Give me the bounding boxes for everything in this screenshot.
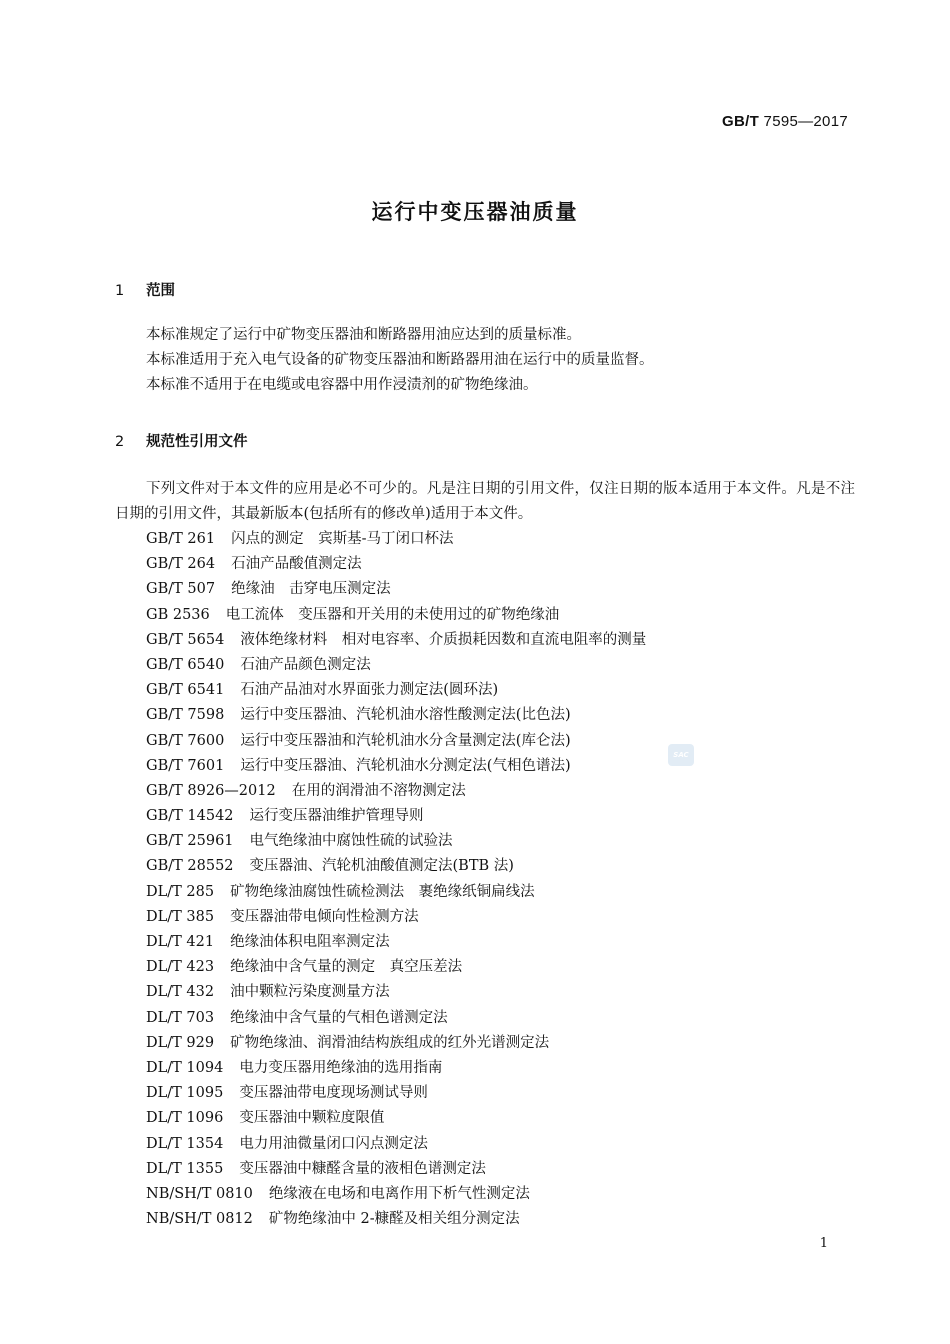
page-number: 1	[819, 1236, 828, 1251]
reference-title: 变压器油中糠醛含量的液相色谱测定法	[239, 1160, 486, 1177]
reference-code: DL/T 285	[146, 883, 215, 900]
reference-title: 在用的润滑油不溶物测定法	[291, 782, 466, 799]
reference-title: 电气绝缘油中腐蚀性硫的试验法	[249, 833, 453, 850]
reference-title: 绝缘油 击穿电压测定法	[231, 581, 391, 598]
reference-title: 绝缘液在电场和电离作用下析气性测定法	[268, 1185, 530, 1202]
scope-paragraph-2: 本标准适用于充入电气设备的矿物变压器油和断路器用油在运行中的质量监督。	[146, 352, 654, 368]
reference-title: 石油产品颜色测定法	[240, 656, 371, 673]
reference-code: GB/T 7600	[146, 732, 225, 749]
reference-item	[146, 678, 646, 703]
reference-title: 液体绝缘材料 相对电容率、介质损耗因数和直流电阻率的测量	[240, 631, 647, 648]
standard-number	[722, 113, 848, 130]
reference-code: GB/T 6540	[146, 656, 225, 673]
reference-title: 石油产品酸值测定法	[231, 556, 362, 573]
reference-code: DL/T 432	[146, 984, 215, 1001]
reference-code: GB/T 507	[146, 581, 216, 598]
reference-title: 绝缘油体积电阻率测定法	[230, 934, 390, 950]
reference-title: 矿物绝缘油腐蚀性硫检测法 裹绝缘纸铜扁线法	[230, 883, 535, 900]
reference-code: GB/T 6541	[146, 682, 225, 699]
standard-year: 7595—2017	[763, 113, 848, 130]
section-title: 范围	[146, 283, 176, 299]
reference-item	[146, 880, 646, 905]
reference-title: 变压器油中颗粒度限值	[239, 1110, 385, 1127]
reference-title: 闪点的测定 宾斯基-马丁闭口杯法	[231, 531, 454, 547]
reference-title: 运行中变压器油、汽轮机油水分测定法(气相色谱法)	[240, 757, 571, 774]
reference-item	[146, 955, 646, 980]
section-title: 规范性引用文件	[146, 434, 248, 450]
reference-title: 石油产品油对水界面张力测定法(圆环法)	[240, 682, 499, 699]
reference-title: 油中颗粒污染度测量方法	[230, 984, 390, 1001]
reference-code: GB/T 28552	[146, 858, 234, 875]
reference-item	[146, 1132, 646, 1157]
reference-item	[146, 754, 646, 779]
reference-title: 电力用油微量闭口闪点测定法	[239, 1135, 428, 1152]
reference-item	[146, 577, 646, 602]
reference-item	[146, 829, 646, 854]
reference-code: DL/T 421	[146, 934, 215, 950]
reference-code: GB/T 14542	[146, 808, 234, 825]
reference-item	[146, 1182, 646, 1207]
reference-code: DL/T 1354	[146, 1135, 224, 1152]
reference-code: NB/SH/T 0812	[146, 1211, 253, 1228]
reference-code: GB/T 7601	[146, 757, 225, 774]
reference-item	[146, 1207, 646, 1232]
reference-item	[146, 1157, 646, 1182]
reference-code: GB/T 261	[146, 531, 216, 547]
reference-item	[146, 1056, 646, 1081]
reference-code: DL/T 1096	[146, 1110, 224, 1127]
reference-code: DL/T 423	[146, 959, 215, 976]
scope-paragraph-1: 本标准规定了运行中矿物变压器油和断路器用油应达到的质量标准。	[146, 327, 581, 343]
section-heading-references	[115, 430, 248, 451]
references-intro: 下列文件对于本文件的应用是必不可少的。凡是注日期的引用文件，仅注日期的版本适用于本文件。凡是不注日期的引用文件，其最新版本(包括所有的修改单)适用于本文件。	[115, 481, 855, 522]
document-title: 运行中变压器油质量	[371, 200, 579, 224]
standard-prefix: GB/T	[722, 113, 760, 130]
reference-code: DL/T 1095	[146, 1085, 224, 1102]
reference-title: 电力变压器用绝缘油的选用指南	[239, 1059, 443, 1076]
reference-code: DL/T 385	[146, 908, 215, 925]
section-number: 2	[115, 434, 125, 450]
sac-watermark-logo: SAC	[668, 744, 694, 766]
reference-item	[146, 854, 646, 879]
reference-item	[146, 980, 646, 1005]
reference-title: 矿物绝缘油中 2-糠醛及相关组分测定法	[268, 1211, 520, 1228]
reference-item	[146, 804, 646, 829]
reference-title: 运行中变压器油和汽轮机油水分含量测定法(库仑法)	[240, 732, 571, 749]
reference-item	[146, 527, 646, 552]
reference-item	[146, 552, 646, 577]
reference-title: 电工流体 变压器和开关用的未使用过的矿物绝缘油	[225, 606, 560, 623]
reference-code: GB/T 5654	[146, 631, 225, 648]
reference-code: NB/SH/T 0810	[146, 1185, 253, 1202]
reference-item	[146, 729, 646, 754]
section-number: 1	[115, 283, 125, 299]
reference-item	[146, 628, 646, 653]
reference-item	[146, 1081, 646, 1106]
reference-item	[146, 703, 646, 728]
reference-item	[146, 603, 646, 628]
reference-code: GB/T 8926—2012	[146, 782, 276, 799]
reference-title: 变压器油带电倾向性检测方法	[230, 908, 419, 925]
scope-paragraph-3: 本标准不适用于在电缆或电容器中用作浸渍剂的矿物绝缘油。	[146, 377, 538, 393]
reference-code: GB/T 7598	[146, 707, 225, 724]
reference-item	[146, 905, 646, 930]
reference-title: 矿物绝缘油、润滑油结构族组成的红外光谱测定法	[230, 1034, 550, 1051]
reference-title: 运行中变压器油、汽轮机油水溶性酸测定法(比色法)	[240, 707, 571, 724]
reference-code: GB 2536	[146, 606, 210, 623]
reference-title: 变压器油带电度现场测试导则	[239, 1085, 428, 1102]
reference-item	[146, 1106, 646, 1131]
reference-code: DL/T 1355	[146, 1160, 224, 1177]
reference-item	[146, 1031, 646, 1056]
reference-title: 绝缘油中含气量的气相色谱测定法	[230, 1009, 448, 1026]
reference-code: GB/T 264	[146, 556, 216, 573]
section-heading-scope	[115, 279, 175, 300]
reference-list	[146, 527, 646, 1232]
reference-item	[146, 653, 646, 678]
reference-item	[146, 779, 646, 804]
reference-code: DL/T 703	[146, 1009, 215, 1026]
reference-title: 变压器油、汽轮机油酸值测定法(BTB 法)	[249, 858, 514, 875]
reference-item	[146, 930, 646, 955]
reference-code: DL/T 929	[146, 1034, 215, 1051]
reference-title: 运行变压器油维护管理导则	[249, 808, 424, 825]
reference-item	[146, 1006, 646, 1031]
reference-code: GB/T 25961	[146, 833, 234, 850]
reference-code: DL/T 1094	[146, 1059, 224, 1076]
reference-title: 绝缘油中含气量的测定 真空压差法	[230, 959, 463, 976]
